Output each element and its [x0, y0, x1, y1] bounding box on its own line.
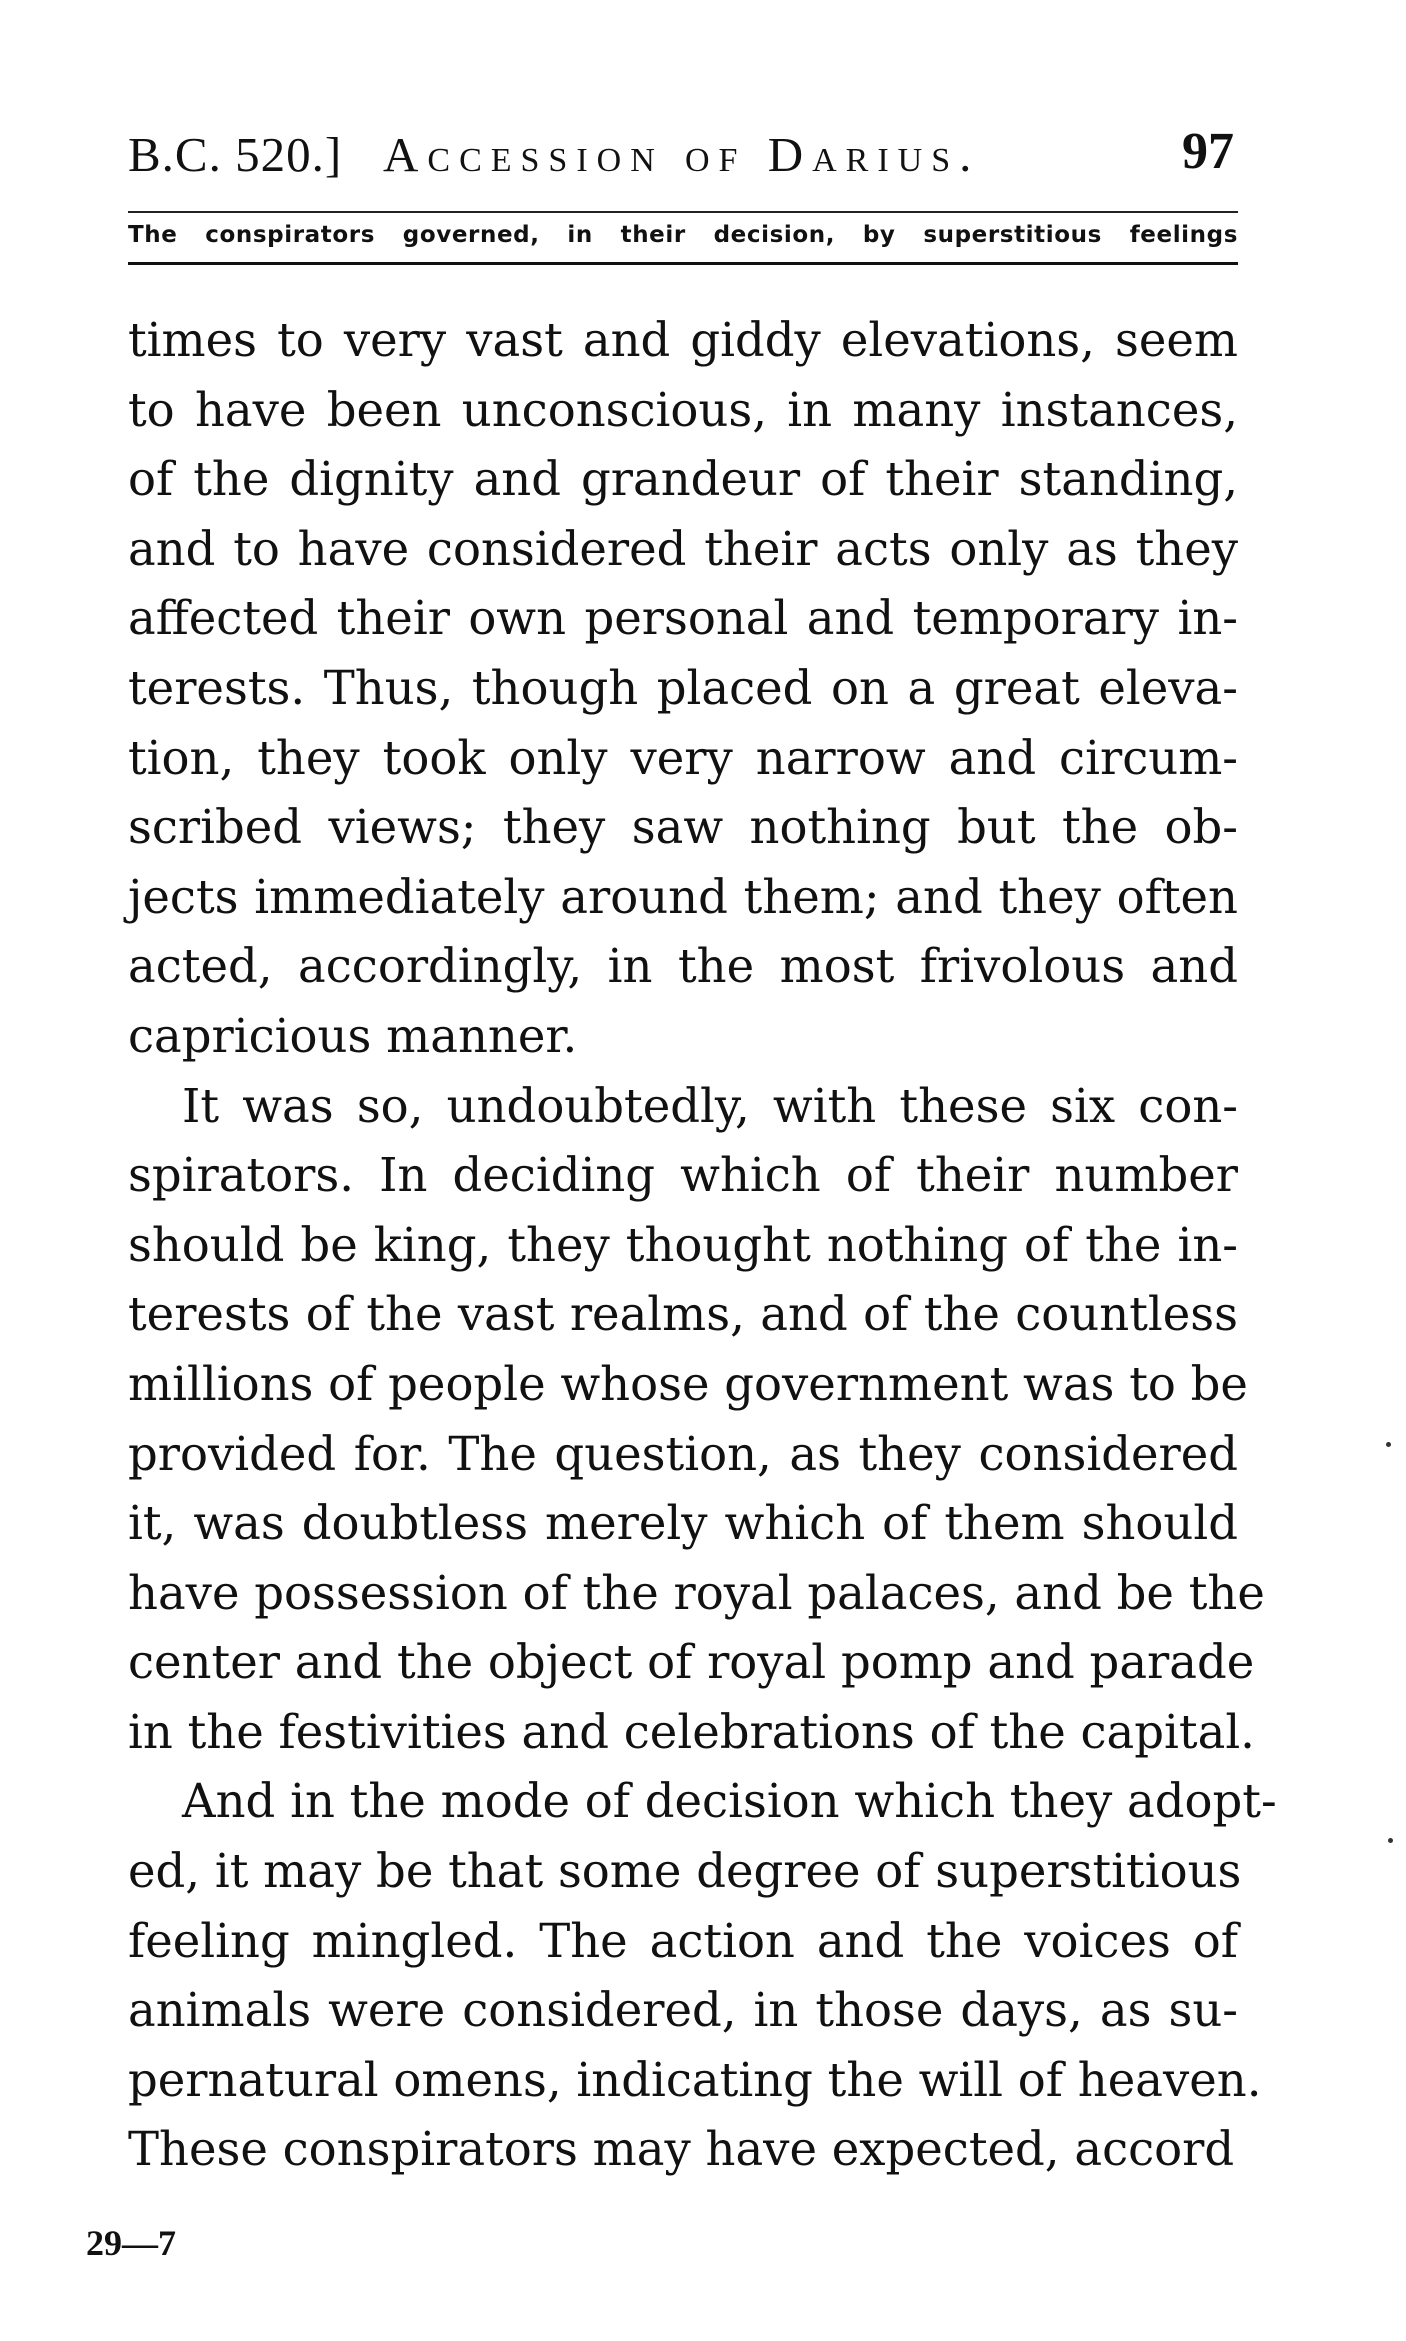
page-number: 97 — [1182, 123, 1234, 180]
text-line: animals were considered, in those days, as su- — [128, 1983, 1238, 2038]
running-head-title: Accession of Darius. — [383, 127, 981, 182]
text-line: center and the object of royal pomp and parade — [128, 1635, 1255, 1690]
text-line: feeling mingled. The action and the voices of — [128, 1913, 1238, 1968]
text-line: These conspirators may have expected, accord — [128, 2122, 1235, 2177]
margin-speck — [1386, 1442, 1391, 1447]
text-line: it, was doubtless merely which of them should — [128, 1496, 1238, 1551]
page-subheading: The conspirators governed, in their decision, by superstitious feelings — [128, 222, 1238, 248]
text-line: of the dignity and grandeur of their standing, — [128, 452, 1238, 507]
text-line: tion, they took only very narrow and circum- — [128, 730, 1238, 785]
text-line: and to have considered their acts only as they — [128, 521, 1238, 576]
text-line: provided for. The question, as they considered — [128, 1426, 1238, 1481]
text-line: It was so, undoubtedly, with these six con- — [182, 1078, 1238, 1133]
text-line: spirators. In deciding which of their number — [128, 1148, 1238, 1203]
text-line: pernatural omens, indicating the will of heaven. — [128, 2052, 1262, 2107]
running-head-date: B.C. 520.] — [128, 127, 343, 182]
body-text — [128, 306, 1277, 2185]
text-line: to have been unconscious, in many instances, — [128, 382, 1238, 437]
text-line: millions of people whose government was to be — [128, 1356, 1248, 1411]
text-line: have possession of the royal palaces, and be the — [128, 1565, 1265, 1620]
running-head — [128, 118, 1238, 194]
text-line: terests of the vast realms, and of the countless — [128, 1287, 1238, 1342]
margin-speck — [1388, 1838, 1393, 1843]
text-line: ed, it may be that some degree of superstitious — [128, 1844, 1242, 1899]
text-line: in the festivities and celebrations of the capital. — [128, 1704, 1255, 1759]
header-rule-bottom — [128, 262, 1238, 265]
text-line: scribed views; they saw nothing but the ob- — [128, 800, 1238, 855]
text-line: times to very vast and giddy elevations, seem — [128, 313, 1238, 367]
text-line: capricious manner. — [128, 1008, 578, 1063]
text-line: acted, accordingly, in the most frivolous and — [128, 939, 1238, 994]
book-page — [128, 118, 1277, 2177]
text-line: should be king, they thought nothing of the in- — [128, 1217, 1238, 1272]
header-rule-top — [128, 211, 1238, 213]
text-line: And in the mode of decision which they adopt- — [182, 1774, 1277, 1829]
text-line: affected their own personal and temporary in- — [128, 591, 1238, 646]
text-line: jects immediately around them; and they often — [128, 869, 1238, 924]
text-line: terests. Thus, though placed on a great eleva- — [128, 660, 1238, 715]
signature-mark: 29—7 — [86, 2223, 176, 2263]
